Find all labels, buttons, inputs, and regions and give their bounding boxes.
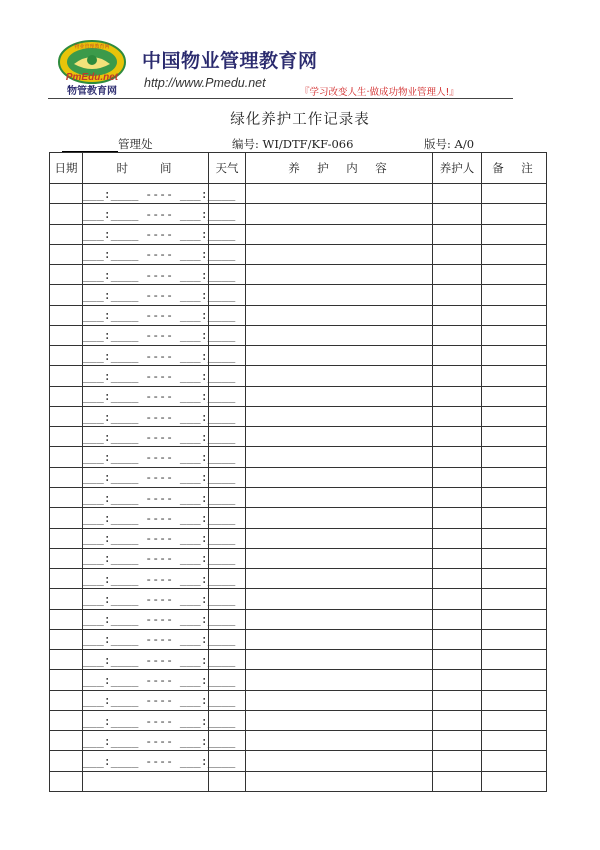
table-row [50, 751, 547, 771]
date-cell[interactable] [50, 406, 83, 426]
caretaker-cell[interactable] [433, 265, 482, 285]
time-cell[interactable]: ___:____ ---- ___:____ [83, 487, 209, 507]
content-cell[interactable] [246, 406, 433, 426]
remarks-cell[interactable] [482, 609, 547, 629]
content-cell[interactable] [246, 731, 433, 751]
caretaker-cell[interactable] [433, 670, 482, 690]
svg-text:PmEdu.net: PmEdu.net [65, 72, 119, 83]
pmedu-logo [52, 40, 132, 98]
table-row [50, 346, 547, 366]
date-cell[interactable] [50, 528, 83, 548]
content-cell[interactable] [246, 204, 433, 224]
content-cell[interactable] [246, 508, 433, 528]
time-cell[interactable]: ___:____ ---- ___:____ [83, 386, 209, 406]
table-row [50, 265, 547, 285]
department-field [62, 136, 153, 152]
time-cell[interactable]: ___:____ ---- ___:____ [83, 569, 209, 589]
header-divider [48, 98, 513, 99]
time-cell[interactable]: ___:____ ---- ___:____ [83, 629, 209, 649]
content-cell[interactable] [246, 325, 433, 345]
column-remarks: 备 注 [482, 153, 547, 184]
time-cell[interactable]: ___:____ ---- ___:____ [83, 447, 209, 467]
content-cell[interactable] [246, 447, 433, 467]
remarks-cell[interactable] [482, 528, 547, 548]
table-row [50, 204, 547, 224]
column-time: 时 间 [83, 153, 209, 184]
time-cell[interactable]: ___:____ ---- ___:____ [83, 305, 209, 325]
content-cell[interactable] [246, 285, 433, 305]
caretaker-cell[interactable] [433, 629, 482, 649]
remarks-cell[interactable] [482, 204, 547, 224]
remarks-cell[interactable] [482, 508, 547, 528]
table-row [50, 771, 547, 791]
caretaker-cell[interactable] [433, 751, 482, 771]
time-cell[interactable]: ___:____ ---- ___:____ [83, 244, 209, 264]
table-row [50, 325, 547, 345]
date-cell[interactable] [50, 487, 83, 507]
date-cell[interactable] [50, 771, 83, 791]
caretaker-cell[interactable] [433, 548, 482, 568]
caretaker-cell[interactable] [433, 366, 482, 386]
remarks-cell[interactable] [482, 569, 547, 589]
content-cell[interactable] [246, 650, 433, 670]
table-row [50, 305, 547, 325]
caretaker-cell[interactable] [433, 710, 482, 730]
remarks-cell[interactable] [482, 710, 547, 730]
date-cell[interactable] [50, 690, 83, 710]
maintenance-log-table [49, 152, 547, 792]
table-row [50, 467, 547, 487]
content-cell[interactable] [246, 751, 433, 771]
caretaker-cell[interactable] [433, 609, 482, 629]
remarks-cell[interactable] [482, 731, 547, 751]
table-row [50, 670, 547, 690]
time-cell[interactable]: ___:____ ---- ___:____ [83, 528, 209, 548]
caretaker-cell[interactable] [433, 771, 482, 791]
date-cell[interactable] [50, 731, 83, 751]
content-cell[interactable] [246, 528, 433, 548]
svg-text:物管教育网: 物管教育网 [67, 86, 117, 97]
date-cell[interactable] [50, 447, 83, 467]
caretaker-cell[interactable] [433, 184, 482, 204]
svg-text:物业管理教育网: 物业管理教育网 [74, 44, 110, 50]
caretaker-cell[interactable] [433, 569, 482, 589]
date-cell[interactable] [50, 629, 83, 649]
time-cell[interactable]: ___:____ ---- ___:____ [83, 285, 209, 305]
content-cell[interactable] [246, 589, 433, 609]
site-url[interactable]: http://www.Pmedu.net [144, 76, 266, 90]
caretaker-cell[interactable] [433, 224, 482, 244]
remarks-cell[interactable] [482, 629, 547, 649]
time-cell[interactable]: ___:____ ---- ___:____ [83, 204, 209, 224]
remarks-cell[interactable] [482, 690, 547, 710]
remarks-cell[interactable] [482, 386, 547, 406]
column-caretaker: 养护人 [433, 153, 482, 184]
caretaker-cell[interactable] [433, 406, 482, 426]
remarks-cell[interactable] [482, 670, 547, 690]
table-row [50, 589, 547, 609]
content-cell[interactable] [246, 346, 433, 366]
date-cell[interactable] [50, 224, 83, 244]
time-cell[interactable]: ___:____ ---- ___:____ [83, 406, 209, 426]
remarks-cell[interactable] [482, 467, 547, 487]
content-cell[interactable] [246, 224, 433, 244]
remarks-cell[interactable] [482, 224, 547, 244]
time-cell[interactable]: ___:____ ---- ___:____ [83, 366, 209, 386]
caretaker-cell[interactable] [433, 650, 482, 670]
table-row [50, 366, 547, 386]
date-cell[interactable] [50, 325, 83, 345]
table-row [50, 650, 547, 670]
remarks-cell[interactable] [482, 487, 547, 507]
time-cell[interactable]: ___:____ ---- ___:____ [83, 548, 209, 568]
date-cell[interactable] [50, 589, 83, 609]
content-cell[interactable] [246, 366, 433, 386]
content-cell[interactable] [246, 487, 433, 507]
date-cell[interactable] [50, 244, 83, 264]
caretaker-cell[interactable] [433, 305, 482, 325]
time-cell[interactable]: ___:____ ---- ___:____ [83, 731, 209, 751]
remarks-cell[interactable] [482, 427, 547, 447]
date-cell[interactable] [50, 265, 83, 285]
date-cell[interactable] [50, 386, 83, 406]
content-cell[interactable] [246, 184, 433, 204]
caretaker-cell[interactable] [433, 204, 482, 224]
form-code: 编号: WI/DTF/KF-066 [232, 137, 354, 151]
time-cell[interactable]: ___:____ ---- ___:____ [83, 427, 209, 447]
content-cell[interactable] [246, 467, 433, 487]
form-title: 绿化养护工作记录表 [230, 112, 370, 128]
table-row [50, 447, 547, 467]
caretaker-cell[interactable] [433, 467, 482, 487]
caretaker-cell[interactable] [433, 244, 482, 264]
site-name: 中国物业管理教育网 [142, 50, 318, 72]
time-cell[interactable]: ___:____ ---- ___:____ [83, 650, 209, 670]
caretaker-cell[interactable] [433, 508, 482, 528]
caretaker-cell[interactable] [433, 427, 482, 447]
content-cell[interactable] [246, 265, 433, 285]
table-row [50, 508, 547, 528]
caretaker-cell[interactable] [433, 447, 482, 467]
date-cell[interactable] [50, 305, 83, 325]
remarks-cell[interactable] [482, 325, 547, 345]
content-cell[interactable] [246, 710, 433, 730]
table-row [50, 487, 547, 507]
column-content: 养 护 内 容 [246, 153, 433, 184]
table-row [50, 386, 547, 406]
time-cell[interactable]: ___:____ ---- ___:____ [83, 265, 209, 285]
date-cell[interactable] [50, 346, 83, 366]
caretaker-cell[interactable] [433, 589, 482, 609]
time-cell[interactable]: ___:____ ---- ___:____ [83, 325, 209, 345]
table-row [50, 528, 547, 548]
date-cell[interactable] [50, 548, 83, 568]
time-cell[interactable]: ___:____ ---- ___:____ [83, 508, 209, 528]
time-cell[interactable]: ___:____ ---- ___:____ [83, 690, 209, 710]
caretaker-cell[interactable] [433, 487, 482, 507]
caretaker-cell[interactable] [433, 325, 482, 345]
table-row [50, 629, 547, 649]
remarks-cell[interactable] [482, 406, 547, 426]
time-cell[interactable]: ___:____ ---- ___:____ [83, 751, 209, 771]
caretaker-cell[interactable] [433, 346, 482, 366]
table-row [50, 224, 547, 244]
content-cell[interactable] [246, 771, 433, 791]
caretaker-cell[interactable] [433, 731, 482, 751]
content-cell[interactable] [246, 386, 433, 406]
date-cell[interactable] [50, 650, 83, 670]
date-cell[interactable] [50, 204, 83, 224]
table-row [50, 427, 547, 447]
remarks-cell[interactable] [482, 589, 547, 609]
remarks-cell[interactable] [482, 244, 547, 264]
content-cell[interactable] [246, 244, 433, 264]
remarks-cell[interactable] [482, 650, 547, 670]
time-cell[interactable]: ___:____ ---- ___:____ [83, 710, 209, 730]
content-cell[interactable] [246, 548, 433, 568]
time-cell[interactable] [83, 771, 209, 791]
slogan: 『学习改变人生·做成功物业管理人!』 [300, 87, 459, 98]
column-weather: 天气 [209, 153, 246, 184]
date-cell[interactable] [50, 670, 83, 690]
remarks-cell[interactable] [482, 548, 547, 568]
remarks-cell[interactable] [482, 751, 547, 771]
table-row [50, 285, 547, 305]
date-cell[interactable] [50, 710, 83, 730]
date-cell[interactable] [50, 751, 83, 771]
time-cell[interactable]: ___:____ ---- ___:____ [83, 224, 209, 244]
content-cell[interactable] [246, 569, 433, 589]
time-cell[interactable]: ___:____ ---- ___:____ [83, 609, 209, 629]
table-row [50, 569, 547, 589]
caretaker-cell[interactable] [433, 528, 482, 548]
remarks-cell[interactable] [482, 265, 547, 285]
date-cell[interactable] [50, 569, 83, 589]
content-cell[interactable] [246, 305, 433, 325]
table-row [50, 710, 547, 730]
time-cell[interactable]: ___:____ ---- ___:____ [83, 184, 209, 204]
content-cell[interactable] [246, 629, 433, 649]
remarks-cell[interactable] [482, 184, 547, 204]
content-cell[interactable] [246, 670, 433, 690]
table-row [50, 244, 547, 264]
date-cell[interactable] [50, 184, 83, 204]
time-cell[interactable]: ___:____ ---- ___:____ [83, 589, 209, 609]
remarks-cell[interactable] [482, 771, 547, 791]
table-header-row [50, 153, 547, 184]
date-cell[interactable] [50, 366, 83, 386]
time-cell[interactable]: ___:____ ---- ___:____ [83, 346, 209, 366]
weather-cell[interactable] [209, 771, 246, 791]
content-cell[interactable] [246, 427, 433, 447]
date-cell[interactable] [50, 508, 83, 528]
table-row [50, 609, 547, 629]
remarks-cell[interactable] [482, 285, 547, 305]
table-row [50, 731, 547, 751]
date-cell[interactable] [50, 285, 83, 305]
table-row [50, 184, 547, 204]
department-suffix: 管理处 [118, 137, 153, 151]
caretaker-cell[interactable] [433, 690, 482, 710]
column-date: 日期 [50, 153, 83, 184]
remarks-cell[interactable] [482, 346, 547, 366]
date-cell[interactable] [50, 609, 83, 629]
department-blank [62, 139, 118, 152]
remarks-cell[interactable] [482, 366, 547, 386]
time-cell[interactable]: ___:____ ---- ___:____ [83, 467, 209, 487]
time-cell[interactable]: ___:____ ---- ___:____ [83, 670, 209, 690]
date-cell[interactable] [50, 467, 83, 487]
remarks-cell[interactable] [482, 305, 547, 325]
table-row [50, 548, 547, 568]
table-row [50, 406, 547, 426]
caretaker-cell[interactable] [433, 386, 482, 406]
content-cell[interactable] [246, 609, 433, 629]
table-row [50, 690, 547, 710]
caretaker-cell[interactable] [433, 285, 482, 305]
remarks-cell[interactable] [482, 447, 547, 467]
date-cell[interactable] [50, 427, 83, 447]
form-version: 版号: A/0 [424, 137, 475, 151]
content-cell[interactable] [246, 690, 433, 710]
